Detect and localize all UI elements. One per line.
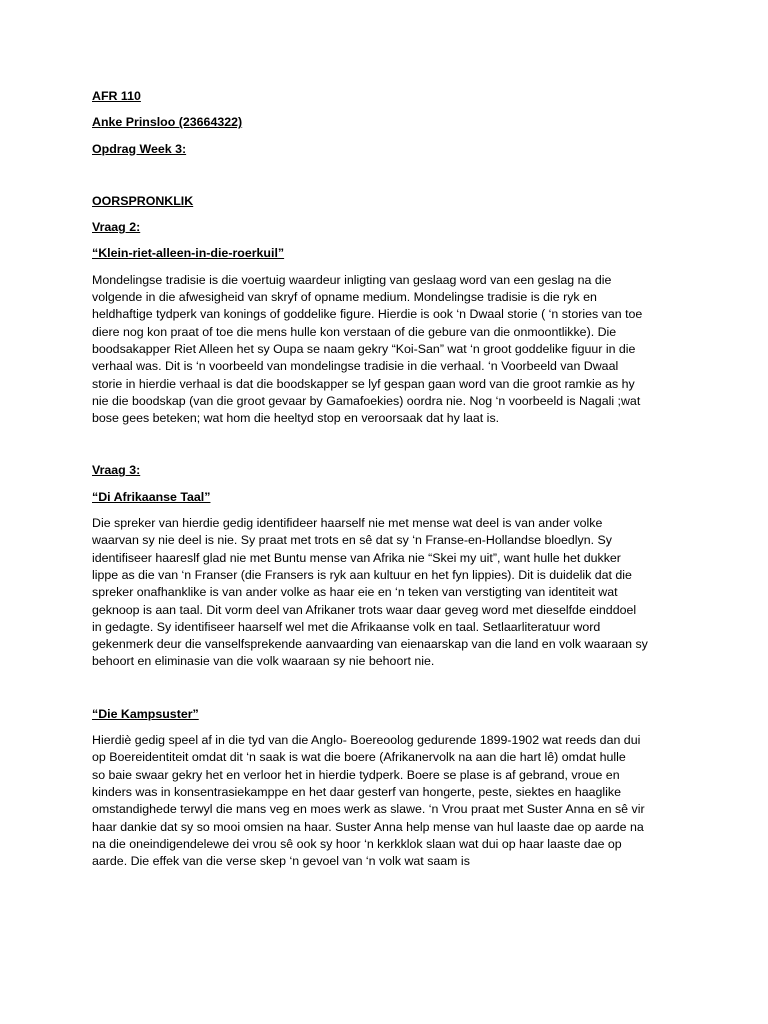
course-code: AFR 110: [92, 89, 141, 103]
assignment-title: Opdrag Week 3:: [92, 141, 187, 156]
kampsuster-title: “Die Kampsuster”: [92, 706, 199, 721]
question-2-title: “Klein-riet-alleen-in-die-roerkuil”: [92, 246, 285, 261]
question-3-body: Die spreker van hierdie gedig identifideer haarself nie met mense wat deel is van ander volke waarvan sy nie deel is nie. Sy praat met trots en sê dat sy ‘n Franse-en-Hollandse bloedlyn. Sy identifiseer haareslf glad nie met Buntu mense van Afrika nie “Skei my uit”, want hulle het dukker lippe as die van ‘n Franser (die Fransers is ryk aan kultuur en het fyn lippies). Dit is duidelik dat die spreker onafhanklike is van ander volke as haar eie en ‘n teken van verstigting van identiteit wat geknoop is aan taal. Dit vorm deel van Afrikaner trots waar daar geveg word met dieselfde einddoel in gedagte. Sy identifiseer haarself wel met die Afrikaanse volk en taal. Setlaarliteratuur word gekenmerk deur die vanselfsprekende aanvaarding van eienaarskap van die land en volk waaraan sy behoort en eliminasie van die volk waaraan sy nie behoort nie.: [92, 516, 648, 669]
document-page: [92, 88, 682, 870]
question-2-body: Mondelingse tradisie is die voertuig waardeur inligting van geslaag word van een geslag na die volgende in die afwesigheid van skryf of opname medium. Mondelingse tradisie is die ryk en heldhaftige tydperk van konings of goddelike figure. Hierdie is ook ‘n Dwaal storie ( ‘n stories van toe diere nog kon praat of toe die mens hulle kon verstaan of die gebure van die onmoontlikke). Die boodsakapper Riet Alleen het sy Oupa se naam gekry “Koi-San” wat ‘n groot goddelike figuur in die verhaal was. Dit is ‘n voorbeeld van mondelingse tradisie in die verhaal. ‘n Voorbeeld van Dwaal storie in hierdie verhaal is dat die boodskapper se lyf gespan gaan word van die groot ramkie as hy nie die boodskap (van die groot gevaar by Gamafoekies) oordra nie. Nog ‘n voorbeeld is Nagali ;wat bose gees beteken; wat hom die heeltyd stop en veroorsaak dat hy laat is.: [92, 272, 643, 426]
kampsuster-body: Hierdiè gedig speel af in die tyd van die Anglo- Boereoolog gedurende 1899-1902 wat reeds dan dui op Boereidentiteit omdat dit ‘n saak is wat die boere (Afrikanervolk na aan die hart lê) omdat hulle so baie swaar gekry het en verloor het in hierdie tydperk. Boere se plase is af gebrand, vroue en kinders was in konsentrasiekamppe en het daar gesterf van hongerte, peste, siektes en haaglike omstandighede terwyl die mans veg en moes werk as slawe. ‘n Vrou praat met Suster Anna en sê vir haar dankie dat sy so mooi omsien na haar. Suster Anna help mense van hul laaste dae op aarde na na die oneindigendelewe dei vrou sê ook sy hoor ‘n kerkklok slaan wat dui op haar laaste dae op aarde. Die effek van die verse skep ‘n gevoel van ‘n volk wat saam is: [92, 733, 645, 869]
question-3-title: “Di Afrikaanse Taal”: [92, 489, 211, 504]
question-3-label: Vraag 3:: [92, 463, 141, 478]
section-heading: OORSPRONKLIK: [92, 193, 194, 208]
question-2-label: Vraag 2:: [92, 220, 141, 235]
author-name: Anke Prinsloo (23664322): [92, 115, 243, 130]
